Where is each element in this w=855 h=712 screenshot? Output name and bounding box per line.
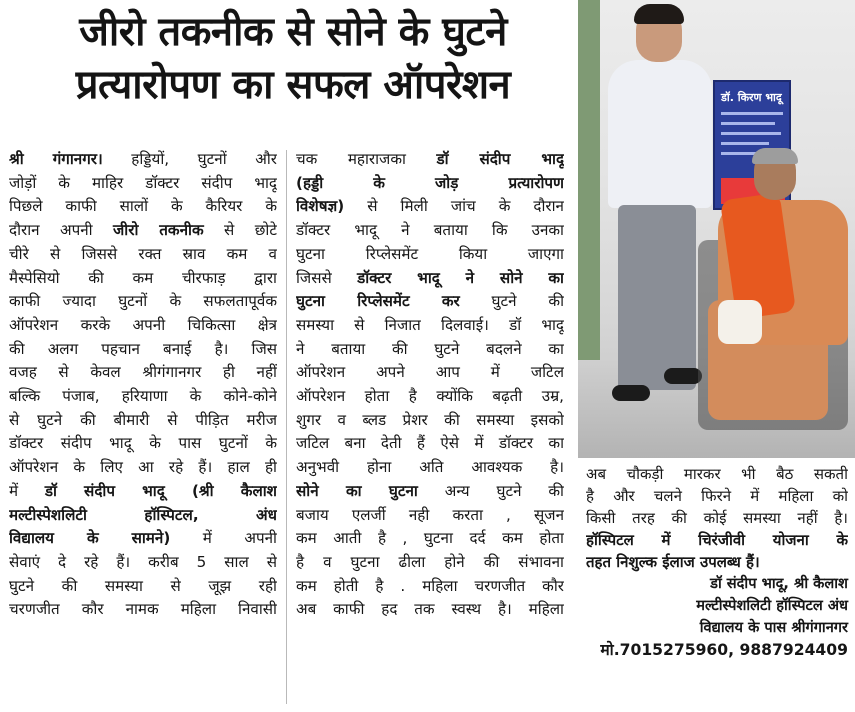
- signature-line-1: डॉ संदीप भादू, श्री कैलाश: [710, 575, 848, 592]
- text-line: [296, 195, 564, 219]
- text-line: [9, 361, 277, 385]
- text-line: [586, 529, 848, 551]
- doctor-with-patient-photo: [578, 0, 855, 458]
- text-line: [9, 504, 277, 528]
- bold-text: डॉक्टर भादू ने सोने का: [357, 268, 564, 287]
- doctor-shirt: [608, 60, 712, 208]
- body-text: ऑपरेशन करके अपनी चिकित्सा क्षेत्र: [9, 315, 277, 334]
- text-line: [9, 219, 277, 243]
- body-text: शुगर व ब्लड प्रेशर की समस्या इसको: [296, 410, 564, 429]
- bold-text: श्री गंगानगर।: [9, 150, 103, 168]
- bold-text: विद्यालय के सामने): [9, 529, 171, 548]
- body-text: जटिल बना देती हैं ऐसे में डॉक्टर का: [296, 434, 564, 453]
- body-text: ऑपरेशन के लिए आ रहे हैं। हाल ही: [9, 458, 277, 477]
- bold-text: (हड्डी के जोड़ प्रत्यारोपण: [296, 173, 564, 192]
- body-text: में अपनी: [170, 529, 277, 548]
- body-text: अन्य घुटने की: [417, 481, 564, 500]
- text-line: [296, 551, 564, 575]
- poster-line: [721, 142, 769, 145]
- text-line: [9, 527, 277, 551]
- body-text: की अलग पहचान बनाई है। जिस: [9, 339, 277, 358]
- body-text: सेवाएं दे रहे हैं। करीब 5 साल से: [9, 552, 277, 571]
- article-column-1: [9, 148, 277, 622]
- text-line: [9, 172, 277, 196]
- text-line: [296, 338, 564, 362]
- bold-text: मल्टीस्पेशलिटी हॉस्पिटल, अंध: [9, 505, 277, 524]
- body-text: कम आती है , घुटना दर्द कम होता: [296, 529, 564, 548]
- text-line: [296, 575, 564, 599]
- text-line: [586, 507, 848, 529]
- text-line: [9, 148, 277, 172]
- text-line: [9, 456, 277, 480]
- text-line: [9, 598, 277, 622]
- body-text: अनुभवी होना अति आवश्यक है।: [296, 458, 564, 477]
- bold-text: डॉ संदीप भादू (श्री कैलाश: [44, 481, 277, 500]
- body-text: डॉक्टर संदीप भादू के पास घुटनों के: [9, 434, 277, 453]
- column-divider: [286, 150, 287, 704]
- body-text: ऑपरेशन अपने आप में जटिल: [296, 363, 564, 382]
- body-text: चक महाराजका: [296, 150, 437, 168]
- text-line: [9, 338, 277, 362]
- body-text: है और चलने फिरने में महिला को: [586, 487, 848, 505]
- body-text: वजह से केवल श्रीगंगानगर ही नहीं: [9, 363, 277, 382]
- body-text: ने बताया की घुटने बदलने का: [296, 339, 564, 358]
- text-line: [9, 314, 277, 338]
- text-line: [9, 432, 277, 456]
- text-line: [296, 243, 564, 267]
- bold-text: जीरो तकनीक: [113, 221, 204, 240]
- bold-text: तहत निशुल्क ईलाज उपलब्ध हैं।: [586, 553, 760, 571]
- text-line: [9, 409, 277, 433]
- body-text: डॉक्टर भादू ने बताया कि उनका: [296, 221, 564, 240]
- body-text: अब चौकड़ी मारकर भी बैठ सकती: [586, 465, 848, 483]
- headline-line-1: जीरो तकनीक से सोने के घुटने: [79, 9, 507, 55]
- text-line: [296, 527, 564, 551]
- text-line: [9, 243, 277, 267]
- poster-line: [721, 112, 783, 115]
- body-text: कम होती है . महिला चरणजीत कौर: [296, 576, 564, 595]
- text-line: [9, 195, 277, 219]
- text-line: [296, 172, 564, 196]
- text-line: [296, 456, 564, 480]
- body-text: दौरान अपनी: [9, 221, 114, 240]
- body-text: अब काफी हद तक स्वस्थ है। महिला: [296, 600, 564, 619]
- text-line: [9, 267, 277, 291]
- body-text: बल्कि पंजाब, हरियाणा के कोने-कोने: [9, 387, 277, 406]
- signature-line-3: विद्यालय के पास श्रीगंगानगर: [699, 619, 848, 636]
- body-text: घुटने की: [459, 292, 564, 311]
- body-text: चीरे से जिससे रक्त स्राव कम व: [9, 244, 277, 263]
- text-line: [9, 551, 277, 575]
- text-line: [586, 485, 848, 507]
- knee-bandage: [718, 300, 762, 344]
- text-line: [296, 504, 564, 528]
- bold-text: घुटना रिप्लेसमेंट कर: [296, 292, 460, 311]
- body-text: से मिली जांच के दौरान: [344, 197, 564, 216]
- text-line: [296, 480, 564, 504]
- text-line: [9, 290, 277, 314]
- body-text: से छोटे: [203, 221, 277, 240]
- body-text: ऑपरेशन होता है क्योंकि बढ़ती उम्र,: [296, 387, 564, 406]
- body-text: मैस्पेसियो की कम चीरफाड़ द्वारा: [9, 268, 277, 287]
- body-text: घुटने की समस्या से जूझ रही: [9, 576, 277, 595]
- text-line: [296, 219, 564, 243]
- text-line: [296, 361, 564, 385]
- bold-text: सोने का घुटना: [296, 481, 418, 500]
- text-line: [296, 290, 564, 314]
- signature-line-2: मल्टीस्पेशलिटी हॉस्पिटल अंध: [696, 597, 848, 614]
- body-text: जिससे: [296, 268, 358, 287]
- body-text: जोड़ों के माहिर डॉक्टर संदीप भादू: [9, 173, 277, 192]
- text-line: [296, 385, 564, 409]
- body-text: समस्या से निजात दिलवाई। डॉ भादू: [296, 315, 564, 334]
- headline: [8, 6, 578, 112]
- bold-text: विशेषज्ञ): [296, 197, 345, 216]
- article-column-3: [586, 463, 848, 661]
- body-text: पिछले काफी सालों के कैरियर के: [9, 197, 277, 216]
- text-line: [296, 598, 564, 622]
- body-text: काफी ज्यादा घुटनों के सफलतापूर्वक: [9, 292, 277, 311]
- text-line: [9, 480, 277, 504]
- body-text: है व घुटना ढीला होने की संभावना: [296, 552, 564, 571]
- doctor-pants: [618, 205, 696, 390]
- body-text: में: [9, 481, 45, 500]
- text-line: [586, 463, 848, 485]
- bold-text: डॉ संदीप भादू: [436, 150, 564, 168]
- contact-phone: मो.7015275960, 9887924409: [600, 641, 848, 659]
- body-text: बजाय एलर्जी नही करता , सूजन: [296, 505, 564, 524]
- doctor-shoe: [612, 385, 650, 401]
- body-text: घुटना रिप्लेसमेंट किया जाएगा: [296, 244, 564, 263]
- headline-line-2: प्रत्यारोपण का सफल ऑपरेशन: [75, 62, 511, 108]
- column-3-text: [586, 463, 848, 573]
- text-line: [296, 432, 564, 456]
- article-column-2: [296, 148, 564, 622]
- poster-line: [721, 132, 781, 135]
- patient-hair: [752, 148, 798, 164]
- body-text: किसी तरह की कोई समस्या नहीं है।: [586, 509, 848, 527]
- text-line: [296, 314, 564, 338]
- bold-text: हॉस्पिटल में चिरंजीवी योजना के: [586, 531, 848, 549]
- text-line: [586, 551, 848, 573]
- text-line: [9, 385, 277, 409]
- text-line: [296, 267, 564, 291]
- body-text: से घुटने की बीमारी से पीड़ित मरीज: [9, 410, 277, 429]
- body-text: हड्डियों, घुटनों और: [102, 150, 277, 168]
- text-line: [296, 409, 564, 433]
- poster-title: डॉ. किरण भादू: [721, 91, 782, 104]
- doctor-hair: [634, 4, 684, 24]
- doctor-shoe: [664, 368, 702, 384]
- text-line: [296, 148, 564, 172]
- text-line: [9, 575, 277, 599]
- body-text: चरणजीत कौर नामक महिला निवासी: [9, 600, 277, 619]
- poster-line: [721, 122, 775, 125]
